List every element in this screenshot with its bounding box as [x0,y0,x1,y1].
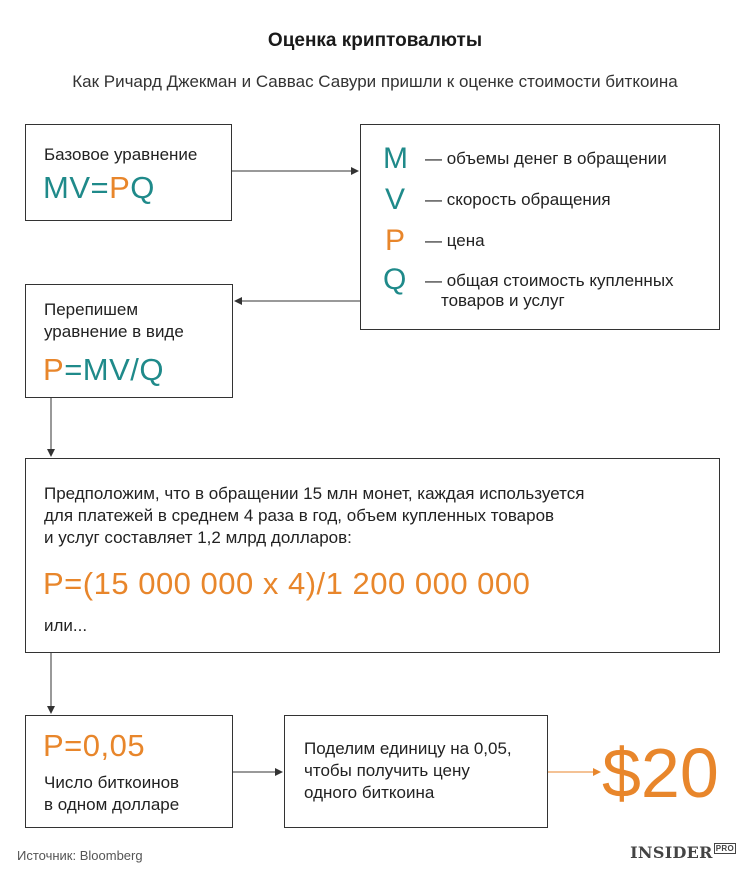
legend-desc-p: — цена [425,231,485,250]
rewrite-label-line1: Перепишем [44,300,139,319]
base-equation-formula [43,170,155,206]
legend-letter-q: Q [383,263,407,296]
rewrite-formula [43,352,164,388]
insider-pro-logo [630,843,736,862]
divide-line2: чтобы получить цену [304,761,470,780]
rewrite-formula-rest: =MV/Q [64,352,165,387]
logo-main-text: INSIDER [630,843,713,862]
legend-letter-p: P [385,224,406,257]
result-p-line1: Число биткоинов [44,773,180,792]
assumption-box [25,458,720,653]
formula-q: Q [130,170,155,205]
formula-p: P [109,170,131,205]
assumption-line1: Предположим, что в обращении 15 млн монет, каждая используется [44,484,585,503]
diagram-subtitle: Как Ричард Джекман и Саввас Савури пришли к оценке стоимости биткоина [72,72,678,91]
divide-step-box [284,715,548,828]
legend-desc-v: — скорость обращения [425,190,611,209]
rewrite-formula-p: P [43,352,65,387]
result-p-box [25,715,233,828]
divide-line1: Поделим единицу на 0,05, [304,739,512,758]
rewrite-equation-box [25,284,233,398]
logo-pro-badge: PRO [715,844,734,853]
rewrite-label-line2: уравнение в виде [44,322,184,341]
legend-letter-v: V [385,183,406,216]
base-equation-box [25,124,232,221]
assumption-line3: и услуг составляет 1,2 млрд долларов: [44,528,352,547]
source-note: Источник: Bloomberg [17,848,143,863]
legend-desc-q-line1: — общая стоимость купленных [425,271,674,290]
assumption-line2: для платежей в среднем 4 раза в год, объем купленных товаров [44,506,555,525]
legend-letter-m: M [383,142,408,175]
diagram-title: Оценка криптовалюты [267,30,483,51]
bitcoin-price-result: $20 [602,734,719,812]
result-p-line2: в одном долларе [44,795,180,814]
base-equation-label: Базовое уравнение [44,145,198,164]
legend-desc-q-line2: товаров и услуг [441,291,565,310]
assumption-or: или... [44,616,88,635]
formula-mv: MV [43,170,91,205]
result-p-value: P=0,05 [43,728,146,763]
legend-desc-m: — объемы денег в обращении [425,149,667,168]
variable-legend-box [360,124,720,330]
assumption-formula: P=(15 000 000 x 4)/1 200 000 000 [43,566,531,601]
formula-equals: = [90,170,110,205]
divide-line3: одного биткоина [304,783,435,802]
